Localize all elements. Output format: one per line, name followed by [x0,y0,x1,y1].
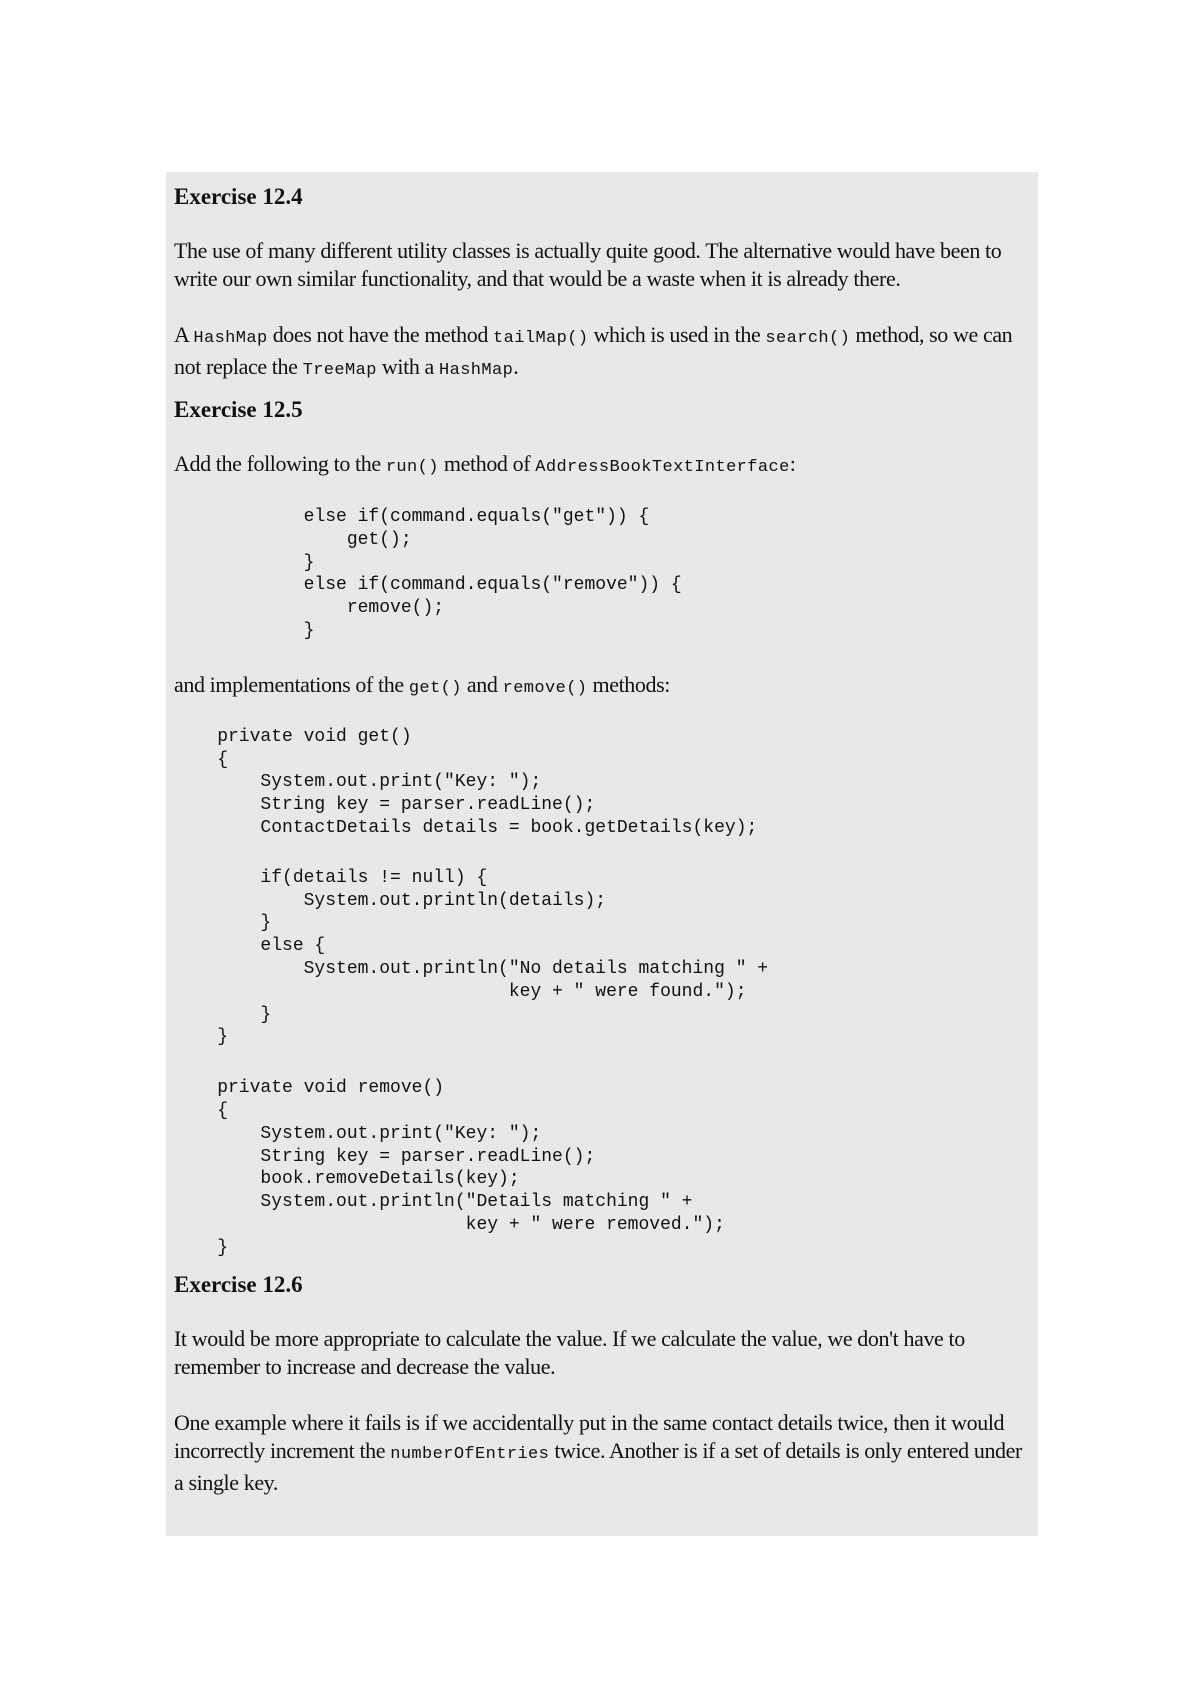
text-run: with a [376,354,439,379]
text-run: methods: [587,671,670,697]
code-hashmap: HashMap [439,361,514,380]
exercise-12-5-heading: Exercise 12.5 [174,397,303,422]
code-block-remove-method: private void remove() { System.out.print("Key: "); String key = parser.readLine(); book.removeDetails(key); System.out.println("Details matching " + key + " were removed."); } [217,1078,725,1258]
exercise-12-6-heading: Exercise 12.6 [174,1271,303,1297]
code-block-get-method-head: private void get() { System.out.print("Key: "); String key = parser.readLine(); ContactDetails details = book.getDetails(key); [217,726,758,838]
text-run: One example where it fails is if we accidentally put in the same contact details twice, then it would incorrectly increment the [174,1409,1005,1463]
exercise-panel [166,172,1038,1536]
text-run: twice. Another is if a set of details is only entered under a single key. [174,1437,1022,1495]
text-run: does not have the method [267,322,494,347]
code-block-get-method-body: if(details != null) { System.out.println(details); } else { System.out.println("No details matching " + key + " were found."); } } [217,867,769,1048]
code-block-run-additions: else if(command.equals("get")) { get(); } else if(command.equals("remove")) { remove(); } [303,507,682,641]
text-run: method of [438,451,536,476]
text-run: and [461,671,503,697]
code-search: search() [765,329,851,348]
code-numberofentries: numberOfEntries [390,1444,550,1464]
text-run: A [174,322,194,347]
exercise-12-4-heading: Exercise 12.4 [174,184,303,209]
exercise-12-4-paragraph-1: The use of many different utility classes is actually quite good. The alternative would have been to write our own similar functionality, and that would be a waste when it is already there. [174,238,1002,291]
text-run: and implementations of the [174,671,409,697]
code-run: run() [385,458,439,477]
exercise-12-6-paragraph-1: It would be more appropriate to calculate the value. If we calculate the value, we don't have to remember to increase and decrease the value. [174,1325,965,1379]
exercise-12-5-paragraph-1 [174,450,1030,482]
text-run: : [789,451,796,476]
code-tailmap: tailMap() [493,329,589,348]
exercise-12-5-paragraph-2 [174,671,1030,703]
exercise-12-6-paragraph-2 [174,1409,1030,1497]
text-run: Add the following to the [174,451,386,476]
code-addressbook-interface: AddressBookTextInterface [535,458,790,477]
code-hashmap: HashMap [193,329,268,348]
code-remove: remove() [502,678,588,698]
text-run: method, so we can not replace the [174,322,1013,379]
text-run: which is used in the [588,322,766,347]
code-treemap: TreeMap [302,361,377,380]
exercise-12-4-paragraph-2 [174,321,1030,385]
code-get: get() [408,678,462,698]
text-run: . [513,354,519,379]
